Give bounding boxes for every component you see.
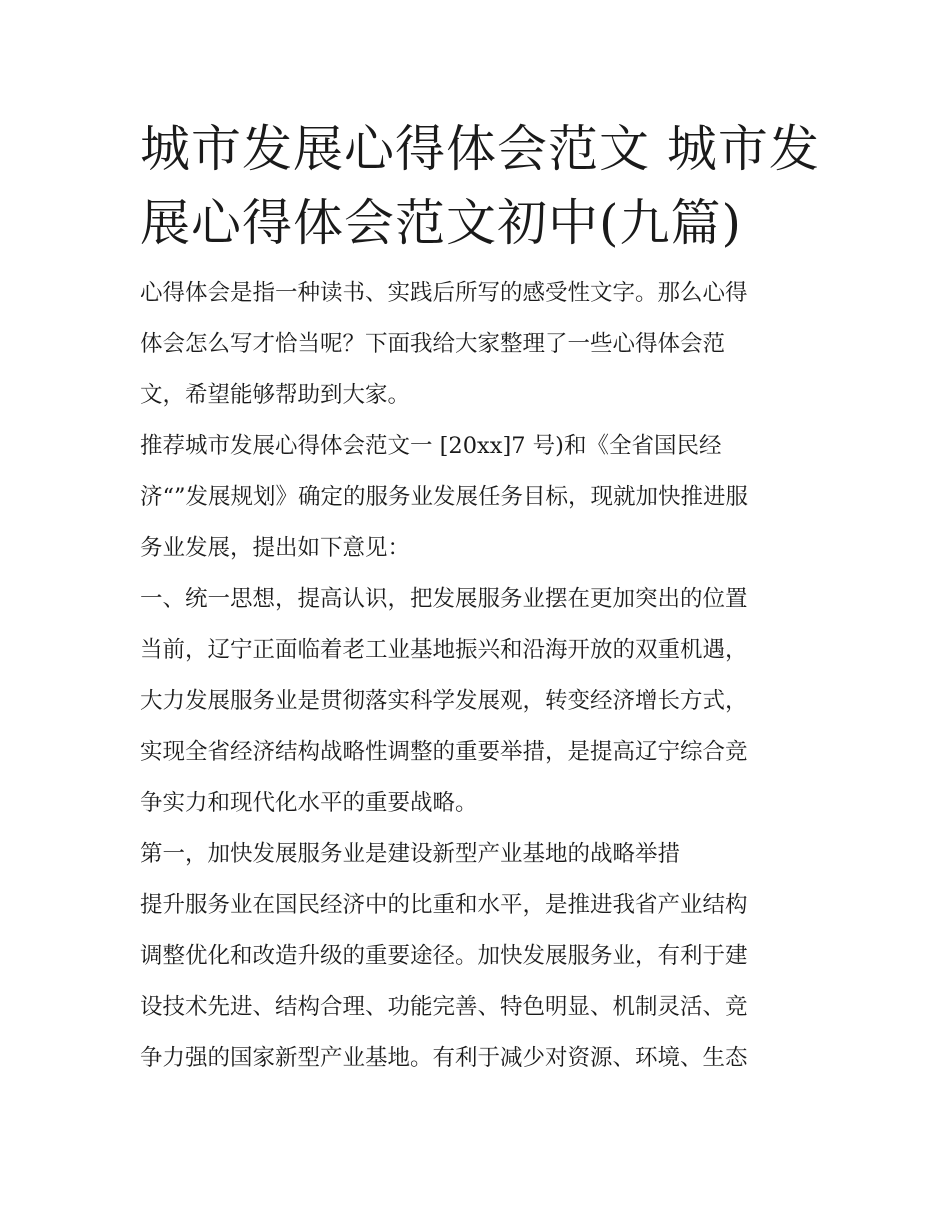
text-line: 争实力和现代化水平的重要战略。 xyxy=(140,790,478,816)
text-line: 文，希望能够帮助到大家。 xyxy=(140,382,411,408)
body-paragraph xyxy=(140,880,830,1084)
text-line: 推荐城市发展心得体会范文一 [20xx]7 号)和《全省国民经 xyxy=(140,433,722,459)
text-line: 一、统一思想，提高认识，把发展服务业摆在更加突出的位置 xyxy=(140,586,748,612)
intro-paragraph xyxy=(140,268,830,421)
text-line: 争力强的国家新型产业基地。有利于减少对资源、环境、生态 xyxy=(140,1045,748,1071)
section-one-paragraph xyxy=(140,574,830,829)
text-line: 大力发展服务业是贯彻落实科学发展观，转变经济增长方式， xyxy=(140,688,748,714)
text-line: 务业发展，提出如下意见： xyxy=(140,535,411,561)
text-line: 调整优化和改造升级的重要途径。加快发展服务业，有利于建 xyxy=(140,943,748,969)
text-line: 体会怎么写才恰当呢？下面我给大家整理了一些心得体会范 xyxy=(140,331,726,357)
document-title xyxy=(140,112,830,260)
title-line: 城市发展心得体会范文 城市发 xyxy=(140,120,820,178)
text-line: 设技术先进、结构合理、功能完善、特色明显、机制灵活、竞 xyxy=(140,994,748,1020)
text-line: 第一，加快发展服务业是建设新型产业基地的战略举措 xyxy=(140,841,681,867)
recommendation-paragraph xyxy=(140,421,830,574)
subheading-paragraph xyxy=(140,829,830,880)
document-page xyxy=(140,112,830,1084)
text-line: 提升服务业在国民经济中的比重和水平，是推进我省产业结构 xyxy=(140,892,748,918)
title-line: 展心得体会范文初中(九篇) xyxy=(140,194,743,252)
text-line: 实现全省经济结构战略性调整的重要举措，是提高辽宁综合竞 xyxy=(140,739,748,765)
text-line: 济“”发展规划》确定的服务业发展任务目标，现就加快推进服 xyxy=(140,484,749,510)
text-line: 当前，辽宁正面临着老工业基地振兴和沿海开放的双重机遇， xyxy=(140,637,748,663)
text-line: 心得体会是指一种读书、实践后所写的感受性文字。那么心得 xyxy=(140,280,748,306)
